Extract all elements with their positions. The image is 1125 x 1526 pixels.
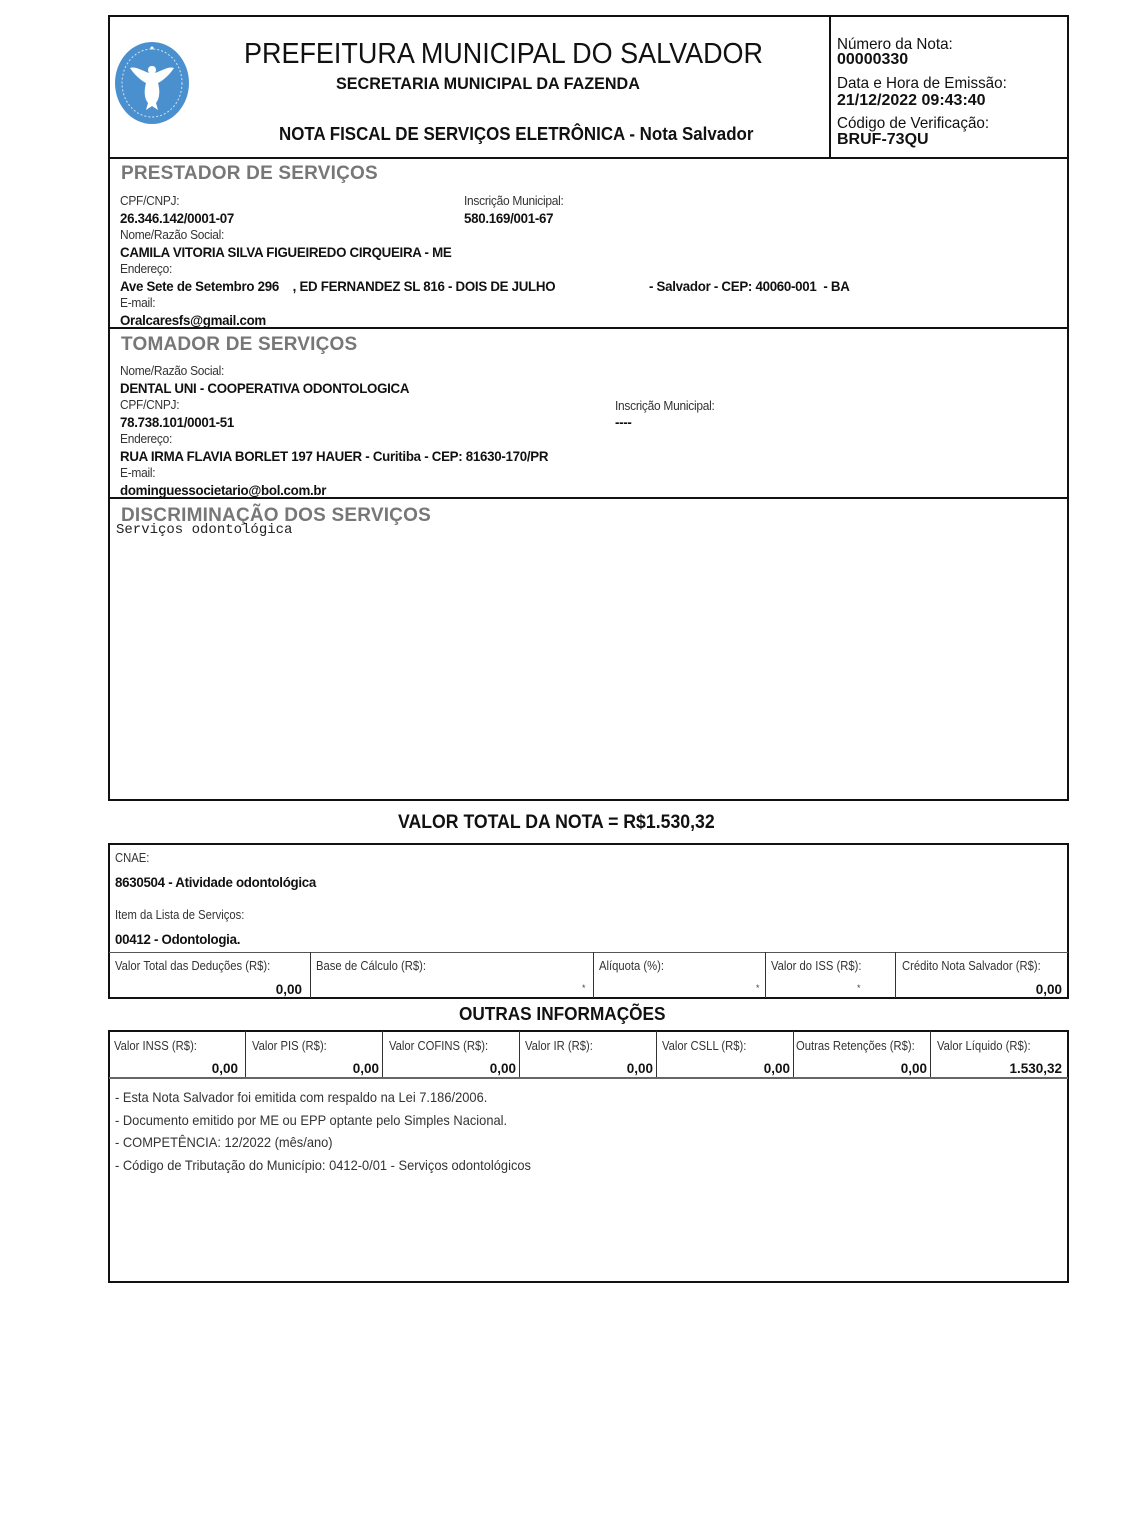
prestador-cpf-value: 26.346.142/0001-07	[120, 210, 234, 226]
prestador-endereco-label: Endereço:	[120, 261, 173, 276]
note-line: - Documento emitido por ME ou EPP optante pelo Simples Nacional.	[115, 1112, 508, 1128]
codigo-value: BRUF-73QU	[837, 131, 929, 148]
outras-retencoes-value: 0,00	[900, 1061, 927, 1076]
csll-value: 0,00	[763, 1061, 790, 1076]
note-line: - Código de Tributação do Município: 0412-0/01 - Serviços odontológicos	[115, 1157, 531, 1173]
valor-liquido-value: 1.530,32	[1009, 1061, 1062, 1076]
document-type: NOTA FISCAL DE SERVIÇOS ELETRÔNICA - Nota Salvador	[279, 124, 754, 144]
note-line: - COMPETÊNCIA: 12/2022 (mês/ano)	[115, 1134, 333, 1150]
valor-iss-label: Valor do ISS (R$):	[771, 959, 862, 973]
cnae-label: CNAE:	[115, 851, 150, 865]
tomador-im-value: ----	[615, 414, 632, 430]
prestador-endereco-value: Ave Sete de Setembro 296 , ED FERNANDEZ SL 816 - DOIS DE JULHO	[120, 278, 556, 294]
credito-value: 0,00	[1035, 982, 1062, 997]
row-divider	[109, 952, 1068, 953]
cofins-label: Valor COFINS (R$):	[389, 1039, 489, 1053]
tomador-email-value: dominguessocietario@bol.com.br	[120, 482, 327, 498]
item-lista-label: Item da Lista de Serviços:	[115, 908, 245, 922]
prestador-im-label: Inscrição Municipal:	[464, 193, 564, 208]
outras-section-title: OUTRAS INFORMAÇÕES	[459, 1003, 666, 1024]
inss-label: Valor INSS (R$):	[114, 1039, 197, 1053]
header-divider	[829, 15, 831, 159]
base-calculo-label: Base de Cálculo (R$):	[316, 959, 427, 973]
aliquota-value: *	[756, 983, 760, 993]
page-title: PREFEITURA MUNICIPAL DO SALVADOR	[244, 38, 764, 70]
codigo-label: Código de Verificação:	[837, 115, 990, 132]
discriminacao-section-title: DISCRIMINAÇÃO DOS SERVIÇOS	[121, 505, 431, 526]
prestador-im-value: 580.169/001-67	[464, 210, 554, 226]
col-divider	[895, 952, 896, 998]
prestador-cpf-label: CPF/CNPJ:	[120, 193, 180, 208]
valor-iss-value: *	[857, 983, 861, 993]
col-divider	[793, 1031, 794, 1077]
pis-value: 0,00	[352, 1061, 379, 1076]
item-lista-value: 00412 - Odontologia.	[115, 931, 241, 947]
base-calculo-value: *	[582, 983, 586, 993]
deducoes-value: 0,00	[275, 982, 302, 997]
discriminacao-text: Serviços odontológica	[116, 522, 293, 538]
tomador-endereco-label: Endereço:	[120, 431, 173, 446]
prestador-endereco-city: - Salvador - CEP: 40060-001 - BA	[649, 278, 850, 294]
ir-value: 0,00	[626, 1061, 653, 1076]
col-divider	[245, 1031, 246, 1077]
col-divider	[593, 952, 594, 998]
prestador-nome-label: Nome/Razão Social:	[120, 227, 225, 242]
tomador-cpf-label: CPF/CNPJ:	[120, 397, 180, 412]
outras-retencoes-label: Outras Retenções (R$):	[796, 1039, 915, 1053]
prestador-section-title: PRESTADOR DE SERVIÇOS	[121, 163, 378, 184]
tomador-nome-label: Nome/Razão Social:	[120, 363, 225, 378]
tomador-section-title: TOMADOR DE SERVIÇOS	[121, 334, 358, 355]
cnae-value: 8630504 - Atividade odontológica	[115, 874, 317, 890]
aliquota-label: Alíquota (%):	[599, 959, 665, 973]
note-line: - Esta Nota Salvador foi emitida com respaldo na Lei 7.186/2006.	[115, 1089, 488, 1105]
pis-label: Valor PIS (R$):	[252, 1039, 327, 1053]
col-divider	[310, 952, 311, 998]
prestador-email-label: E-mail:	[120, 295, 156, 310]
tomador-email-label: E-mail:	[120, 465, 156, 480]
csll-label: Valor CSLL (R$):	[662, 1039, 747, 1053]
tomador-im-label: Inscrição Municipal:	[615, 398, 715, 413]
ir-label: Valor IR (R$):	[525, 1039, 593, 1053]
row-divider	[109, 1077, 1068, 1079]
col-divider	[382, 1031, 383, 1077]
col-divider	[656, 1031, 657, 1077]
prestador-email-value: Oralcaresfs@gmail.com	[120, 312, 266, 328]
prestador-nome-value: CAMILA VITORIA SILVA FIGUEIREDO CIRQUEIRA - ME	[120, 244, 452, 260]
numero-label: Número da Nota:	[837, 36, 953, 53]
col-divider	[519, 1031, 520, 1077]
col-divider	[765, 952, 766, 998]
credito-label: Crédito Nota Salvador (R$):	[902, 959, 1041, 973]
inss-value: 0,00	[211, 1061, 238, 1076]
numero-value: 00000330	[837, 51, 909, 68]
emissao-label: Data e Hora de Emissão:	[837, 75, 1007, 92]
deducoes-label: Valor Total das Deduções (R$):	[115, 959, 271, 973]
valor-total: VALOR TOTAL DA NOTA = R$1.530,32	[398, 812, 715, 833]
tomador-endereco-value: RUA IRMA FLAVIA BORLET 197 HAUER - Curitiba - CEP: 81630-170/PR	[120, 448, 549, 464]
emissao-value: 21/12/2022 09:43:40	[837, 92, 986, 109]
tomador-cpf-value: 78.738.101/0001-51	[120, 414, 234, 430]
service-box	[108, 843, 1069, 999]
cofins-value: 0,00	[489, 1061, 516, 1076]
col-divider	[930, 1031, 931, 1077]
salvador-coat-of-arms-icon	[113, 40, 191, 126]
valor-liquido-label: Valor Líquido (R$):	[937, 1039, 1031, 1053]
tomador-nome-value: DENTAL UNI - COOPERATIVA ODONTOLOGICA	[120, 380, 410, 396]
page-subtitle: SECRETARIA MUNICIPAL DA FAZENDA	[336, 74, 640, 93]
